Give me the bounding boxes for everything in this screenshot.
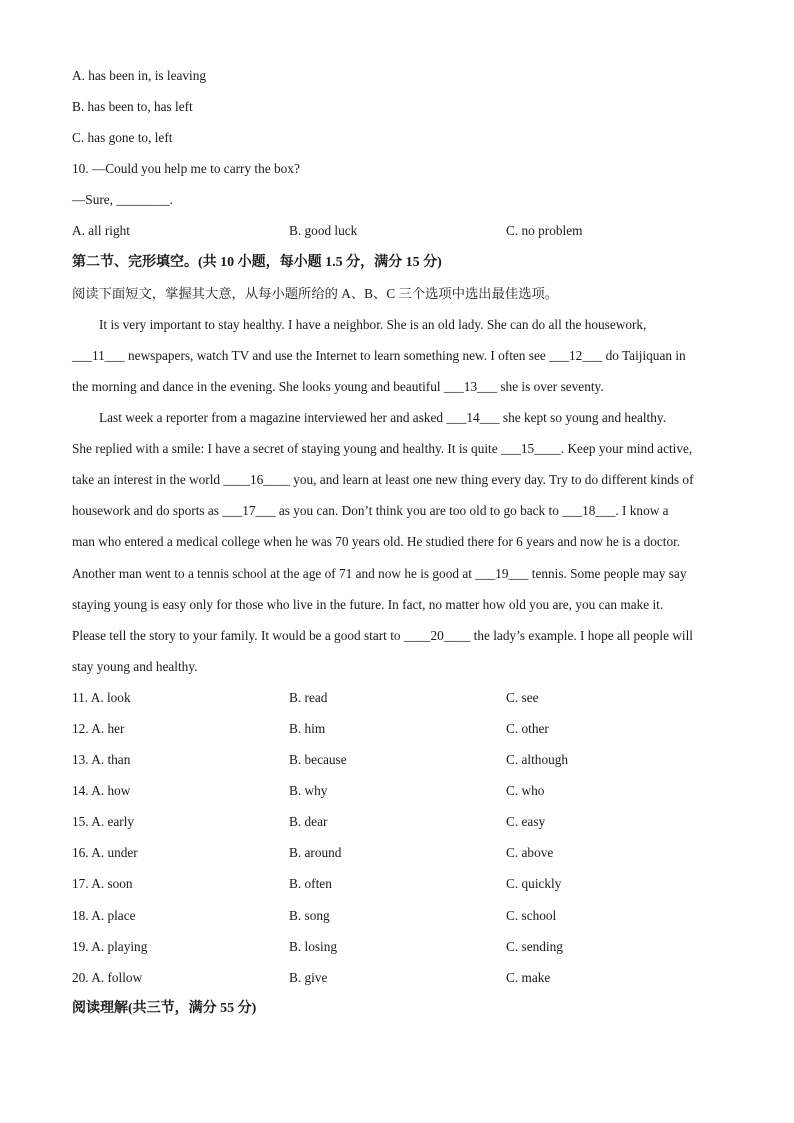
passage-line: take an interest in the world ____16____ you, and learn at least one new thing every day. Try to do different kinds of xyxy=(72,472,694,488)
q9-option-a: A. has been in, is leaving xyxy=(72,68,207,83)
question-row xyxy=(72,868,722,899)
option-b: B. why xyxy=(289,783,328,799)
cloze-passage xyxy=(72,309,722,682)
question-list xyxy=(72,682,722,993)
section2-instruction: 阅读下面短文，掌握其大意，从每小题所给的 A、B、C 三个选项中选出最佳选项。 xyxy=(72,285,559,301)
question-row xyxy=(72,744,722,775)
option-c: C. see xyxy=(506,689,539,705)
question-row xyxy=(72,806,722,837)
option-c: C. although xyxy=(506,752,569,768)
question-row xyxy=(72,931,722,962)
passage-line: Please tell the story to your family. It would be a good start to ____20____ the lady’s example. I hope all people will xyxy=(72,627,694,643)
passage-line: She replied with a smile: I have a secret of staying young and healthy. It is quite ___15____. Keep your mind active, xyxy=(72,441,693,457)
passage-line: It is very important to stay healthy. I have a neighbor. She is an old lady. She can do all the housework, xyxy=(99,316,647,332)
q10-option-b: B. good luck xyxy=(289,223,358,239)
q10-stem: 10. —Could you help me to carry the box? xyxy=(72,161,300,177)
q10-reply: —Sure, ________. xyxy=(72,192,173,208)
question-row xyxy=(72,713,722,744)
exam-page xyxy=(72,60,722,1024)
option-b: B. give xyxy=(289,969,328,985)
passage-line: the morning and dance in the evening. She looks young and beautiful ___13___ she is over seventy. xyxy=(72,378,604,394)
option-a: 14. A. how xyxy=(72,783,131,799)
passage-line: ___11___ newspapers, watch TV and use the Internet to learn something new. I often see ___12___ do Taijiquan in xyxy=(72,347,686,363)
passage-line: housework and do sports as ___17___ as you can. Don’t think you are too old to go back to ___18___. I know a xyxy=(72,503,669,519)
option-c: C. other xyxy=(506,720,549,736)
option-b: B. him xyxy=(289,720,326,736)
option-b: B. song xyxy=(289,907,330,923)
option-c: C. easy xyxy=(506,814,546,830)
option-c: C. who xyxy=(506,783,545,799)
option-a: 12. A. her xyxy=(72,720,125,736)
passage-line: Last week a reporter from a magazine interviewed her and asked ___14___ she kept so young and healthy. xyxy=(99,410,667,426)
section2-title: 第二节、完形填空。(共 10 小题，每小题 1.5 分，满分 15 分) xyxy=(72,254,442,270)
option-c: C. sending xyxy=(506,938,563,954)
passage-line: Another man went to a tennis school at the age of 71 and now he is good at ___19___ tennis. Some people may say xyxy=(72,565,687,581)
question-row xyxy=(72,837,722,868)
option-b: B. read xyxy=(289,689,328,705)
option-b: B. dear xyxy=(289,814,328,830)
section3-title: 阅读理解(共三节，满分 55 分) xyxy=(72,1000,257,1016)
option-a: 20. A. follow xyxy=(72,969,143,985)
q9-option-c: C. has gone to, left xyxy=(72,130,173,146)
question-row xyxy=(72,682,722,713)
option-a: 16. A. under xyxy=(72,845,138,861)
option-a: 15. A. early xyxy=(72,814,135,830)
question-row xyxy=(72,962,722,993)
question-row xyxy=(72,900,722,931)
option-b: B. losing xyxy=(289,938,338,954)
q10-option-a: A. all right xyxy=(72,223,130,239)
option-c: C. above xyxy=(506,845,554,861)
passage-line: staying young is easy only for those who live in the future. In fact, no matter how old you are, you can make it. xyxy=(72,596,664,612)
option-b: B. because xyxy=(289,752,347,768)
question-row xyxy=(72,775,722,806)
option-a: 19. A. playing xyxy=(72,938,148,954)
option-b: B. around xyxy=(289,845,342,861)
option-a: 17. A. soon xyxy=(72,876,133,892)
q10-option-c: C. no problem xyxy=(506,223,583,239)
q9-option-b: B. has been to, has left xyxy=(72,99,193,115)
passage-line: stay young and healthy. xyxy=(72,658,198,674)
option-a: 11. A. look xyxy=(72,689,131,705)
option-a: 18. A. place xyxy=(72,907,136,923)
passage-line: man who entered a medical college when he was 70 years old. He studied there for 6 years and now he is a doctor. xyxy=(72,534,681,550)
option-c: C. quickly xyxy=(506,876,562,892)
option-c: C. school xyxy=(506,907,557,923)
option-c: C. make xyxy=(506,969,551,985)
option-a: 13. A. than xyxy=(72,752,131,768)
option-b: B. often xyxy=(289,876,332,892)
q10-options xyxy=(72,215,722,246)
